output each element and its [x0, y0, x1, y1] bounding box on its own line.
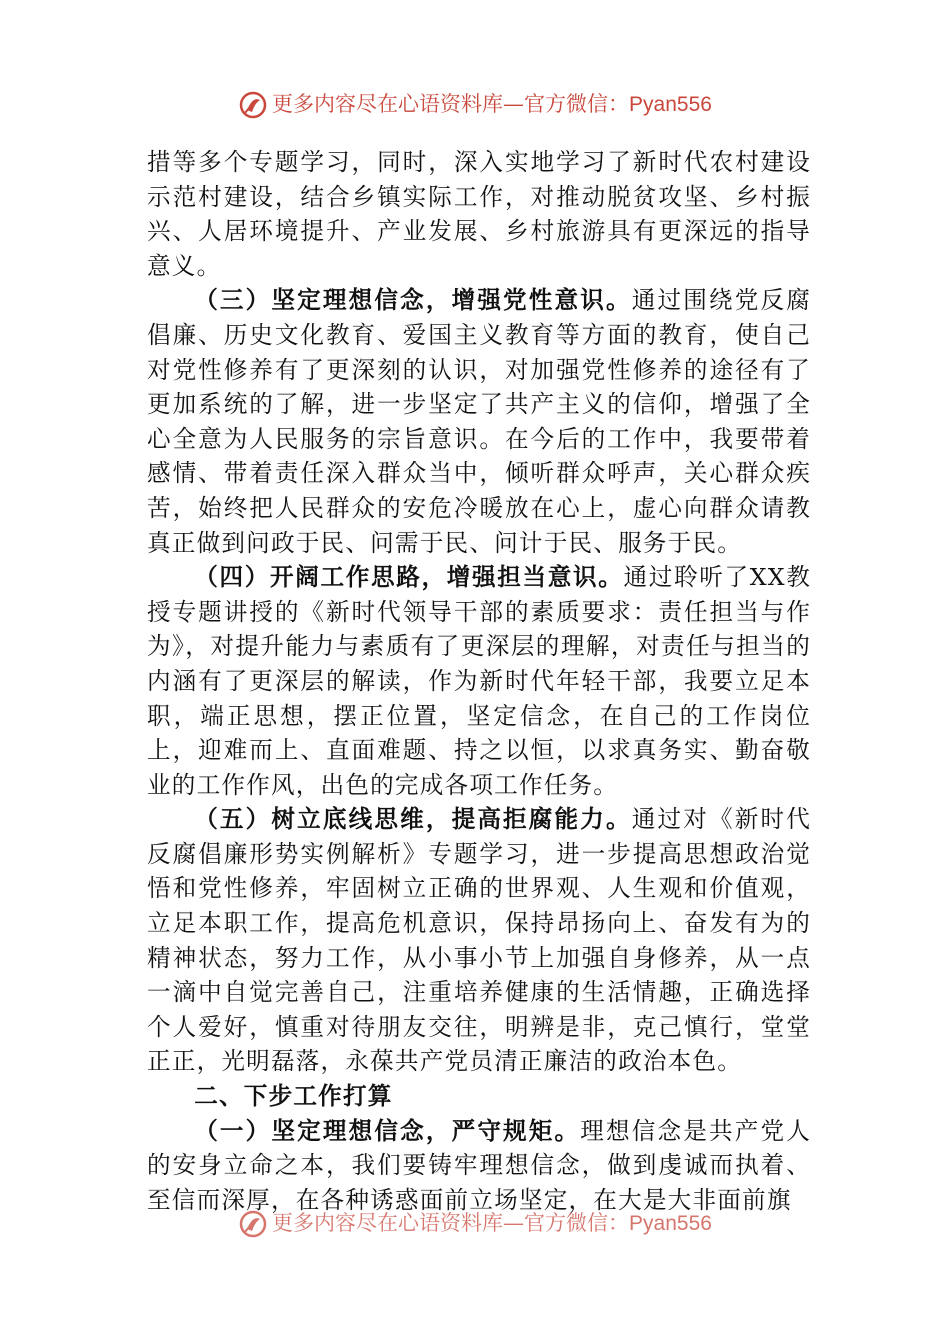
- paragraph-lead-5: （五）树立底线思维，提高拒腐能力。: [194, 805, 632, 834]
- paragraph-lead-3: （三）坚定理想信念，增强党性意识。: [194, 286, 632, 315]
- section-heading-next-steps: 二、下步工作打算: [194, 1082, 393, 1111]
- paragraph-lead-4: （四）开阔工作思路，增强担当意识。: [194, 563, 624, 592]
- paragraph-responsibility: [147, 560, 811, 802]
- paragraph-continued: 措等多个专题学习，同时，深入实地学习了新时代农村建设示范村建设，结合乡镇实际工作，对推动脱贫攻坚、乡村振兴、人居环境提升、产业发展、乡村旅游具有更深远的指导意义。: [147, 148, 811, 280]
- footer-banner-account: Pyan556: [629, 1212, 712, 1235]
- paragraph-body-3: 通过围绕党反腐倡廉、历史文化教育、爱国主义教育等方面的教育，使自己对党性修养有了更深刻的认识，对加强党性修养的途径有了更加系统的了解，进一步坚定了共产主义的信仰，增强了全心全意为人民服务的宗旨意识。在今后的工作中，我要带着感情、带着责任深入群众当中，倾听群众呼声，关心群众疾苦，始终把人民群众的安危冷暖放在心上，虚心向群众请教真正做到问政于民、问需于民、问计于民、服务于民。: [147, 286, 811, 557]
- paragraph-body-4: 通过聆听了XX教授专题讲授的《新时代领导干部的素质要求：责任担当与作为》，对提升能力与素质有了更深层的理解，对责任与担当的内涵有了更深层的解读，作为新时代年轻干部，我要立足本职，端正思想，摆正位置，坚定信念，在自己的工作岗位上，迎难而上、直面难题、持之以恒，以求真务实、勤奋敬业的工作作风，出色的完成各项工作任务。: [147, 563, 811, 799]
- header-watermark-banner: [0, 88, 950, 125]
- paragraph-party-spirit: [147, 283, 811, 560]
- footer-banner-text: 更多内容尽在心语资料库—官方微信：: [272, 1211, 630, 1235]
- brand-logo-icon: [238, 90, 268, 125]
- paragraph-body-5: 通过对《新时代反腐倡廉形势实例解析》专题学习，进一步提高思想政治觉悟和党性修养，牢固树立正确的世界观、人生观和价值观，立足本职工作，提高危机意识，保持昂扬向上、奋发有为的精神状态，努力工作，从小事小节上加强自身修养，从一点一滴中自觉完善自己，注重培养健康的生活情趣，正确选择个人爱好，慎重对待朋友交往，明辨是非，克己慎行，堂堂正正，光明磊落，永葆共产党员清正廉洁的政治本色。: [147, 805, 811, 1076]
- paragraph-anti-corruption: [147, 802, 811, 1079]
- document-body: [147, 145, 811, 1217]
- header-banner-account: Pyan556: [629, 93, 712, 116]
- paragraph-lead-next-1: （一）坚定理想信念，严守规矩。: [194, 1116, 581, 1145]
- paragraph-body-next-1: 理想信念是共产党人的安身立命之本，我们要铸牢理想信念，做到虔诚而执着、至信而深厚，在各种诱惑面前立场坚定，在大是大非面前旗: [147, 1116, 811, 1214]
- paragraph-ideals: [147, 1114, 811, 1218]
- brand-logo-icon: [238, 1209, 268, 1244]
- footer-watermark-banner: [0, 1207, 950, 1244]
- header-banner-text: 更多内容尽在心语资料库—官方微信：: [272, 92, 630, 116]
